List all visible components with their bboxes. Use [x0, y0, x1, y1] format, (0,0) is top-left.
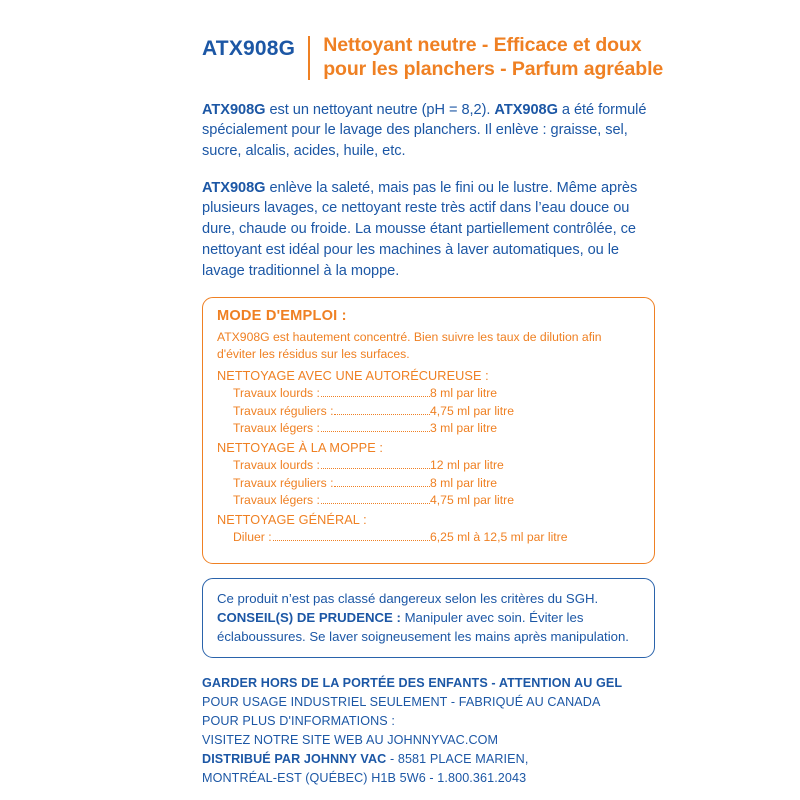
- usage-group: [217, 513, 640, 546]
- usage-row-value: 8 ml par litre: [430, 386, 498, 401]
- usage-row-value: 12 ml par litre: [430, 458, 504, 473]
- usage-row-label: Travaux réguliers :: [233, 475, 334, 490]
- description-paragraph-1: [202, 100, 658, 162]
- usage-row-left: [233, 420, 430, 437]
- paragraph-2-text: enlève la saleté, mais pas le fini ou le lustre. Même après plusieurs lavages, ce nettoyant reste très actif dans l’eau douce ou dure, chaude ou froide. La mousse étant partiellement contrôlée, ce nettoyant est idéal pour les machines à laver automatiques, ou le lavage traditionnel à la moppe.: [202, 179, 638, 279]
- header-divider: [308, 36, 310, 80]
- safety-text: [217, 589, 640, 646]
- usage-row-label: Diluer :: [233, 530, 272, 545]
- usage-row-left: [233, 492, 430, 509]
- usage-box-intro: ATX908G est hautement concentré. Bien suivre les taux de dilution afin d'éviter les résidus sur les surfaces.: [217, 330, 602, 361]
- usage-row-label: Travaux lourds :: [233, 386, 320, 401]
- inline-sku-2: ATX908G: [494, 101, 558, 118]
- precaution-text: Manipuler avec soin. Éviter les éclaboussures. Se laver soigneusement les mains après manipulation.: [217, 609, 629, 644]
- usage-row-label: Travaux réguliers :: [233, 403, 334, 418]
- label-content: [202, 34, 664, 788]
- description-paragraph-2: [202, 178, 658, 282]
- usage-box-title: MODE D'EMPLOI :: [217, 308, 347, 325]
- usage-group-heading: NETTOYAGE À LA MOPPE :: [217, 441, 384, 456]
- paragraph-1-text-2: a été formulé spécialement pour le lavage des planchers. Il enlève : graisse, sel, sucre, alcalis, acides, huile, etc.: [202, 101, 647, 159]
- product-header: [202, 34, 664, 82]
- dotted-leader: [321, 503, 430, 504]
- usage-row-label: Travaux lourds :: [233, 458, 320, 473]
- safety-precautions-box: [202, 578, 655, 658]
- distributor-name: DISTRIBUÉ PAR JOHNNY VAC: [202, 752, 387, 767]
- safety-classification-line: Ce produit n’est pas classé dangereux selon les critères du SGH.: [217, 590, 599, 606]
- inline-sku-1: ATX908G: [202, 101, 266, 118]
- product-sku: ATX908G: [202, 37, 296, 60]
- usage-group-heading: NETTOYAGE GÉNÉRAL :: [217, 513, 367, 528]
- product-title-line-2: pour les planchers - Parfum agréable: [323, 57, 664, 80]
- usage-row-value: 8 ml par litre: [430, 475, 498, 490]
- dotted-leader: [321, 396, 430, 397]
- usage-row: [217, 475, 640, 492]
- usage-row: [217, 385, 640, 402]
- usage-row: [217, 492, 640, 509]
- usage-row-label: Travaux légers :: [233, 492, 320, 507]
- footer-city-phone-line: MONTRÉAL-EST (QUÉBEC) H1B 5W6 - 1.800.361.2043: [202, 771, 527, 786]
- usage-group-heading: NETTOYAGE AVEC UNE AUTORÉCUREUSE :: [217, 369, 489, 384]
- usage-row: [217, 403, 640, 420]
- inline-sku-3: ATX908G: [202, 179, 266, 196]
- usage-instructions-box: [202, 297, 655, 563]
- usage-row-left: [233, 529, 430, 546]
- usage-row-value: 4,75 ml par litre: [430, 403, 514, 418]
- distributor-address: - 8581 PLACE MARIEN,: [386, 752, 529, 767]
- footer-block: [202, 674, 658, 789]
- dotted-leader: [334, 414, 430, 415]
- footer-info-line: POUR PLUS D'INFORMATIONS :: [202, 713, 395, 728]
- dotted-leader: [334, 486, 430, 487]
- usage-row-value: 6,25 ml à 12,5 ml par litre: [430, 530, 568, 545]
- usage-row-left: [233, 385, 430, 402]
- usage-group: [217, 369, 640, 437]
- usage-group: [217, 441, 640, 509]
- usage-row-label: Travaux légers :: [233, 420, 320, 435]
- product-title-line-1: Nettoyant neutre - Efficace et doux: [323, 34, 642, 56]
- precaution-label: CONSEIL(S) DE PRUDENCE :: [217, 609, 401, 625]
- usage-row-left: [233, 403, 430, 420]
- usage-row-left: [233, 475, 430, 492]
- usage-row-left: [233, 457, 430, 474]
- footer-distributor-line: [202, 750, 658, 769]
- usage-row: [217, 457, 640, 474]
- footer-industrial-line: POUR USAGE INDUSTRIEL SEULEMENT - FABRIQUÉ AU CANADA: [202, 694, 601, 709]
- footer-website-line: VISITEZ NOTRE SITE WEB AU JOHNNYVAC.COM: [202, 732, 499, 747]
- dotted-leader: [321, 468, 430, 469]
- dotted-leader: [321, 431, 430, 432]
- usage-row-value: 3 ml par litre: [430, 420, 498, 435]
- footer-warning-line: GARDER HORS DE LA PORTÉE DES ENFANTS - ATTENTION AU GEL: [202, 675, 623, 690]
- usage-row: [217, 529, 640, 546]
- usage-row: [217, 420, 640, 437]
- usage-row-value: 4,75 ml par litre: [430, 492, 514, 507]
- product-title: [323, 34, 663, 82]
- paragraph-1-text-1: est un nettoyant neutre (pH = 8,2).: [265, 101, 495, 118]
- dotted-leader: [273, 540, 430, 541]
